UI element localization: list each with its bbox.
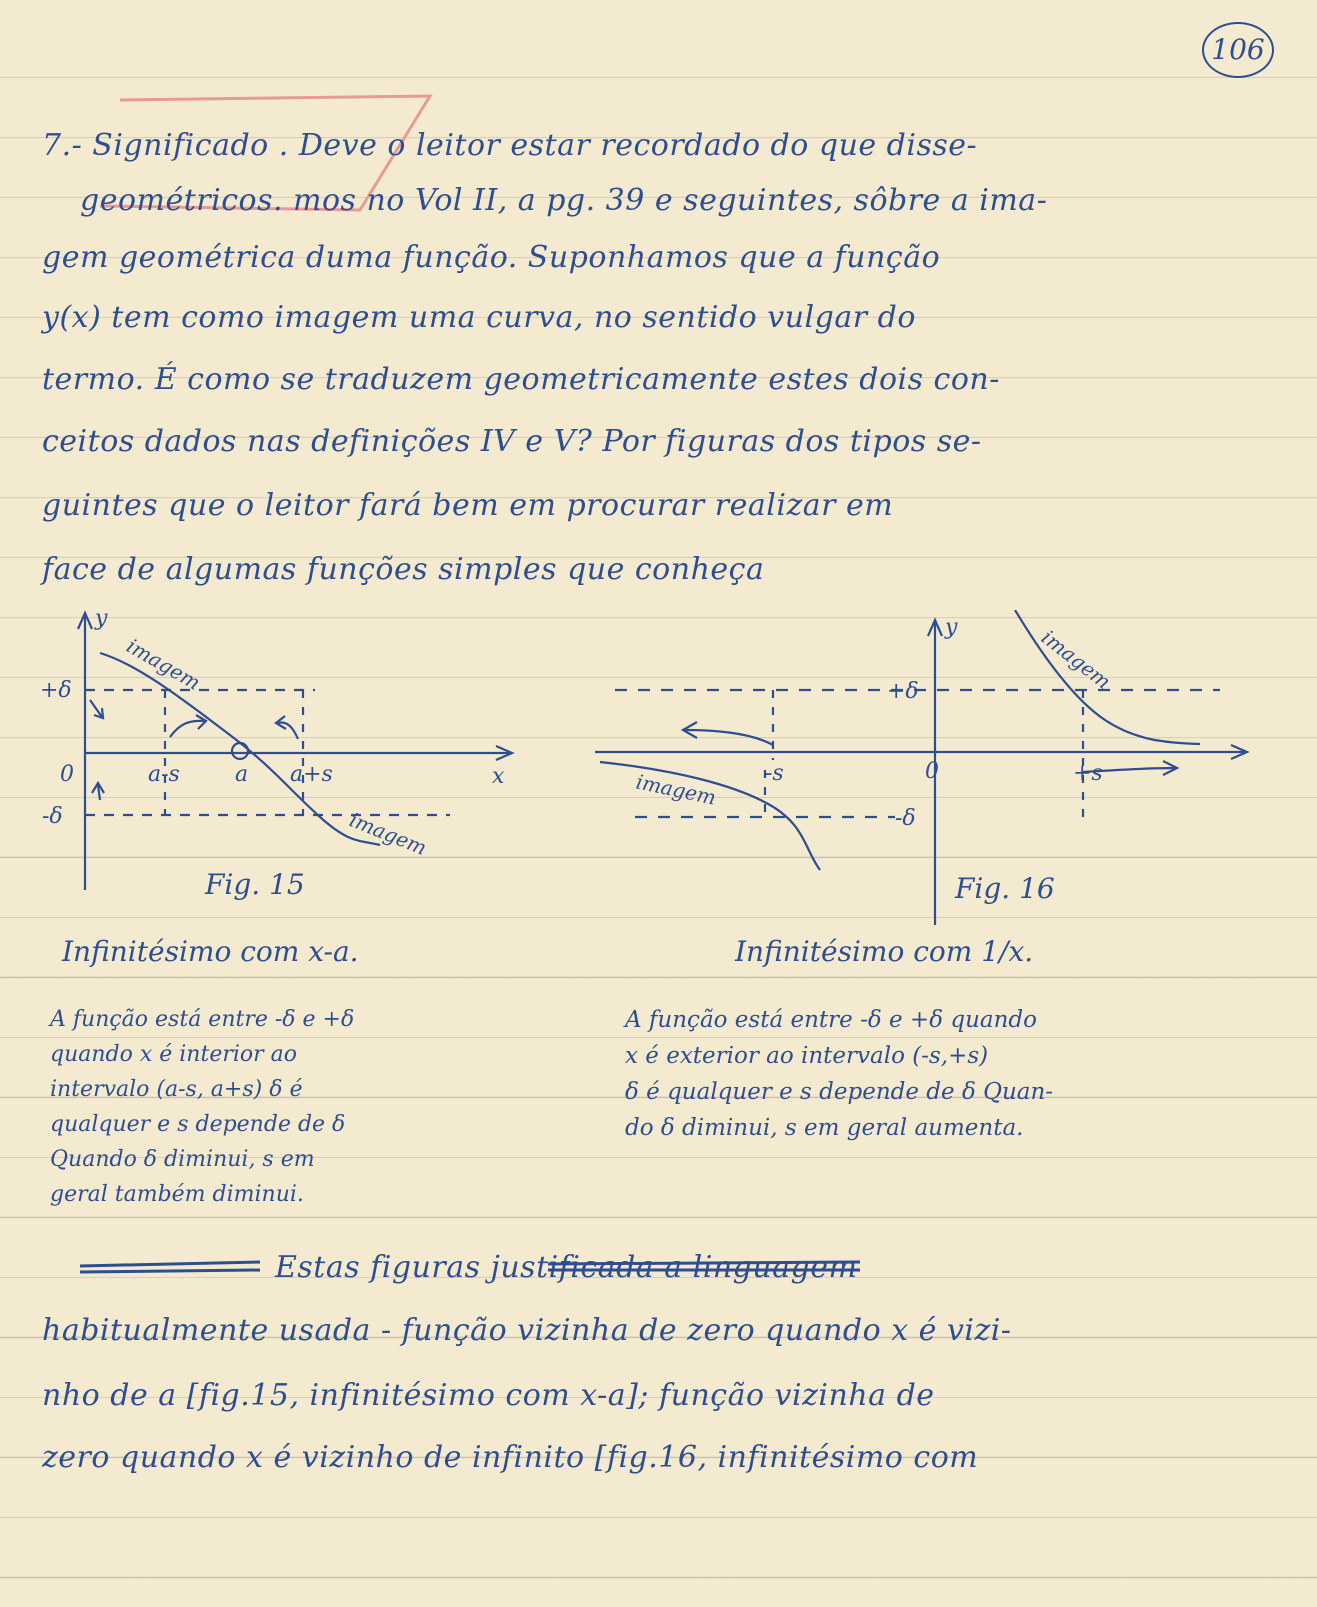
fig15-curve-label-top: imagem: [122, 633, 205, 695]
fig16-curve-label-bottom: imagem: [633, 769, 719, 810]
body-line-4: y(x) tem como imagem uma curva, no sentido vulgar do: [42, 300, 916, 335]
closing-line-2: habitualmente usada - função vizinha de zero quando x é vizi-: [42, 1313, 1012, 1348]
fig15-origin: 0: [60, 762, 74, 787]
fig15-note-line: Quando δ diminui, s em: [50, 1147, 315, 1172]
fig15-curve-label-bottom: imagem: [346, 807, 431, 860]
fig16-origin: 0: [925, 759, 939, 784]
fig16-note-line: A função está entre -δ e +δ quando: [625, 1007, 1037, 1033]
fig16-note: [625, 1002, 1053, 1146]
fig15-note-line: geral também diminui.: [50, 1182, 304, 1207]
figure-16-diagram: [595, 610, 1295, 930]
fig15-tick-a: a: [235, 762, 249, 787]
fig16-note-line: x é exterior ao intervalo (-s,+s): [625, 1043, 989, 1069]
body-line-5: termo. É como se traduzem geometricamente estes dois con-: [42, 362, 1000, 397]
fig15-axis-x: x: [492, 764, 505, 789]
body-line-8: face de algumas funções simples que conheça: [42, 552, 765, 587]
fig15-tick-minus-delta: -δ: [42, 804, 63, 829]
body-line-2: geométricos. mos no Vol II, a pg. 39 e seguintes, sôbre a ima-: [80, 183, 1048, 218]
fig15-note: [50, 1002, 354, 1212]
fig16-tick-minus-s: -s: [765, 761, 784, 786]
fig16-label: Fig. 16: [955, 872, 1055, 905]
fig16-note-line: δ é qualquer e s depende de δ Quan-: [625, 1079, 1054, 1105]
fig15-note-line: A função está entre -δ e +δ: [50, 1007, 355, 1032]
fig15-tick-plus-delta: +δ: [40, 678, 72, 703]
body-line-3: gem geométrica duma função. Suponhamos que a função: [42, 240, 941, 275]
body-line-1: 7.- Significado . Deve o leitor estar recordado do que disse-: [42, 128, 978, 163]
fig15-label: Fig. 15: [205, 868, 305, 901]
fig15-caption: Infinitésimo com x-a.: [62, 935, 359, 968]
fig15-note-line: qualquer e s depende de δ: [50, 1112, 346, 1137]
fig16-tick-minus-delta: -δ: [895, 806, 916, 831]
closing-line-3: nho de a [fig.15, infinitésimo com x-a]; função vizinha de: [42, 1378, 935, 1413]
fig15-tick-a-minus-s: a-s: [148, 762, 180, 787]
figure-15-diagram: [30, 605, 550, 905]
fig16-tick-plus-delta: +δ: [887, 679, 919, 704]
fig16-axis-y: y: [945, 615, 958, 640]
closing-line-1: Estas figuras justificada a linguagem: [275, 1250, 858, 1285]
fig16-caption: Infinitésimo com 1/x.: [735, 935, 1034, 968]
fig15-axis-y: y: [95, 606, 108, 631]
fig15-note-line: quando x é interior ao: [50, 1042, 298, 1067]
fig15-tick-a-plus-s: a+s: [290, 762, 333, 787]
page-number: 106: [1202, 22, 1274, 78]
closing-line-4: zero quando x é vizinho de infinito [fig.16, infinitésimo com: [42, 1440, 979, 1475]
fig16-curve-label-top: imagem: [1036, 625, 1116, 694]
fig15-note-line: intervalo (a-s, a+s) δ é: [50, 1077, 303, 1102]
fig16-note-line: do δ diminui, s em geral aumenta.: [625, 1115, 1024, 1141]
body-line-7: guintes que o leitor fará bem em procurar realizar em: [42, 488, 894, 523]
body-line-6: ceitos dados nas definições IV e V? Por figuras dos tipos se-: [42, 424, 982, 459]
fig16-tick-plus-s: +s: [1073, 761, 1103, 786]
